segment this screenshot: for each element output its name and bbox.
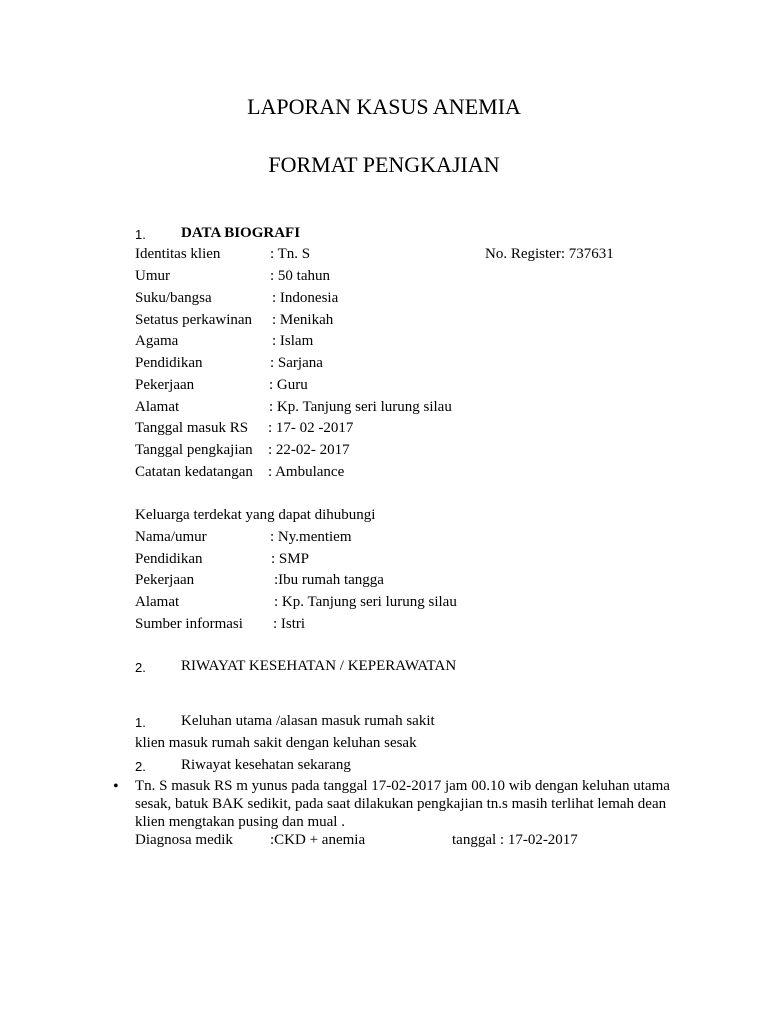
family-label: Pekerjaan <box>135 572 195 588</box>
biodata-value: : Ambulance <box>268 464 345 480</box>
document-title: LAPORAN KASUS ANEMIA <box>247 94 521 119</box>
section-2-number: 2. <box>135 660 146 675</box>
biodata-label: Tanggal pengkajian <box>135 442 253 458</box>
biodata-value: : Indonesia <box>272 290 339 306</box>
subsection-1-number: 1. <box>135 715 146 730</box>
register-number: No. Register: 737631 <box>485 246 614 262</box>
biodata-label: Suku/bangsa <box>135 290 212 306</box>
subsection-2-heading: Riwayat kesehatan sekarang <box>181 757 351 773</box>
biodata-label: Agama <box>135 333 179 349</box>
biodata-value: : Islam <box>272 333 314 349</box>
biodata-value: : Guru <box>269 377 308 393</box>
biodata-label: Umur <box>135 268 170 284</box>
biodata-label: Pekerjaan <box>135 377 195 393</box>
subsection-1-heading: Keluhan utama /alasan masuk rumah sakit <box>181 713 435 729</box>
history-line: klien mengtakan pusing dan mual . <box>135 814 345 830</box>
biodata-value: : Sarjana <box>270 355 323 371</box>
family-heading: Keluarga terdekat yang dapat dihubungi <box>135 507 376 523</box>
biodata-value: : Tn. S <box>270 246 311 262</box>
biodata-label: Pendidikan <box>135 355 203 371</box>
subsection-1-text: klien masuk rumah sakit dengan keluhan sesak <box>135 735 417 751</box>
biodata-label: Identitas klien <box>135 246 221 262</box>
biodata-value: : Kp. Tanjung seri lurung silau <box>269 399 452 415</box>
biodata-value: : 22-02- 2017 <box>268 442 350 458</box>
section-1-number: 1. <box>135 227 146 242</box>
biodata-label: Alamat <box>135 399 180 415</box>
biodata-label: Tanggal masuk RS <box>135 420 249 436</box>
biodata-value: : 17- 02 -2017 <box>268 420 354 436</box>
family-value: : Kp. Tanjung seri lurung silau <box>274 594 457 610</box>
biodata-label: Catatan kedatangan <box>135 464 253 480</box>
family-label: Alamat <box>135 594 180 610</box>
section-1-heading: DATA BIOGRAFI <box>181 225 301 241</box>
biodata-value: : 50 tahun <box>270 268 330 284</box>
bullet-icon: • <box>113 778 119 795</box>
family-value: : SMP <box>271 551 309 567</box>
diagnosis-value: :CKD + anemia <box>270 832 366 848</box>
family-label: Pendidikan <box>135 551 203 567</box>
family-value: : Istri <box>273 616 306 632</box>
section-2-heading: RIWAYAT KESEHATAN / KEPERAWATAN <box>181 658 457 674</box>
biodata-label: Setatus perkawinan <box>135 312 253 328</box>
family-value: :Ibu rumah tangga <box>274 572 384 588</box>
family-value: : Ny.mentiem <box>270 529 352 545</box>
diagnosis-date: tanggal : 17-02-2017 <box>452 832 578 848</box>
document-subtitle: FORMAT PENGKAJIAN <box>268 152 500 177</box>
subsection-2-number: 2. <box>135 759 146 774</box>
history-line: Tn. S masuk RS m yunus pada tanggal 17-02-2017 jam 00.10 wib dengan keluhan utama <box>135 778 670 794</box>
diagnosis-label: Diagnosa medik <box>135 832 233 848</box>
family-label: Nama/umur <box>135 529 207 545</box>
biodata-value: : Menikah <box>272 312 334 328</box>
history-line: sesak, batuk BAK sedikit, pada saat dilakukan pengkajian tn.s masih terlihat lemah dean <box>135 796 667 812</box>
family-label: Sumber informasi <box>135 616 243 632</box>
